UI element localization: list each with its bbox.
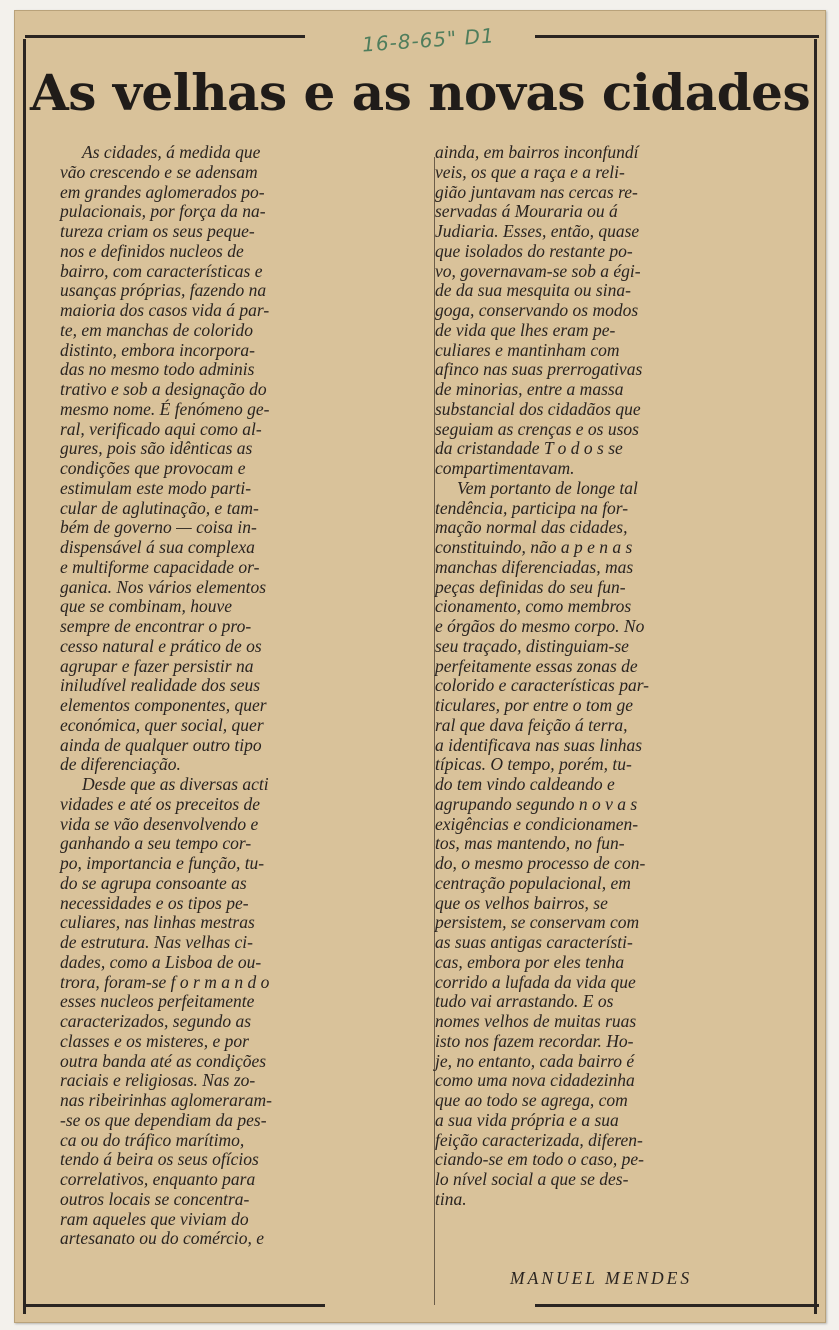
text-line: ganica. Nos vários elementos bbox=[60, 576, 267, 597]
left-border-rule bbox=[23, 39, 26, 1314]
text-line: necessidades e os tipos pe- bbox=[60, 892, 249, 913]
text-line: ram aqueles que viviam do bbox=[60, 1208, 249, 1229]
text-line: dades, como a Lisboa de ou- bbox=[60, 951, 262, 972]
text-line: lo nível social a que se des- bbox=[435, 1169, 629, 1189]
text-line: Judiaria. Esses, então, quase bbox=[435, 221, 640, 241]
text-line: a sua vida própria e a sua bbox=[435, 1109, 619, 1130]
top-rule-left bbox=[25, 35, 305, 38]
text-line: em grandes aglomerados po- bbox=[60, 181, 265, 202]
text-line: mação normal das cidades, bbox=[435, 517, 628, 538]
text-line: compartimentavam. bbox=[435, 458, 575, 478]
text-line: agrupar e fazer persistir na bbox=[60, 655, 254, 676]
text-line: Desde que as diversas acti bbox=[82, 774, 269, 794]
text-line: correlativos, enquanto para bbox=[60, 1169, 256, 1189]
text-line: tendo á beira os seus ofícios bbox=[60, 1149, 259, 1170]
text-line: de vida que lhes eram pe- bbox=[435, 319, 616, 340]
text-line: raciais e religiosas. Nas zo- bbox=[60, 1070, 256, 1091]
text-line: manchas diferenciadas, mas bbox=[435, 556, 634, 577]
text-line: culiares, nas linhas mestras bbox=[60, 912, 255, 933]
text-line: da cristandade T o d o s se bbox=[435, 438, 623, 459]
text-line: vão crescendo e se adensam bbox=[60, 161, 258, 182]
text-line: elementos componentes, quer bbox=[60, 695, 267, 715]
text-line: corrido a lufada da vida que bbox=[435, 971, 636, 992]
text-line: do se agrupa consoante as bbox=[60, 872, 247, 893]
handwritten-date-note: 16-8-65" D1 bbox=[361, 23, 496, 57]
text-line: veis, os que a raça e a reli- bbox=[435, 161, 625, 182]
text-line: seu traçado, distinguiam-se bbox=[435, 635, 629, 656]
text-line: gures, pois são idênticas as bbox=[60, 438, 253, 459]
text-line: gião juntavam nas cercas re- bbox=[435, 181, 638, 202]
text-line: e multiforme capacidade or- bbox=[60, 556, 260, 577]
text-line: servadas á Mouraria ou á bbox=[435, 201, 618, 222]
text-line: Vem portanto de longe tal bbox=[457, 477, 638, 498]
text-line: tos, mas mantendo, no fun- bbox=[435, 833, 625, 854]
text-line: a identificava nas suas linhas bbox=[435, 734, 643, 755]
text-line: ral que dava feição á terra, bbox=[435, 714, 628, 735]
text-line: tendência, participa na for- bbox=[435, 497, 629, 518]
text-line: po, importancia e função, tu- bbox=[60, 853, 265, 873]
text-line: maioria dos casos vida á par- bbox=[60, 300, 270, 320]
text-line: as suas antigas característi- bbox=[435, 932, 633, 952]
text-line: bairro, com características e bbox=[60, 260, 263, 281]
text-line: tudo vai arrastando. E os bbox=[435, 991, 614, 1012]
text-line: persistem, se conservam com bbox=[435, 912, 640, 933]
text-line: nomes velhos de muitas ruas bbox=[435, 1011, 637, 1031]
text-line: nas ribeirinhas aglomeraram- bbox=[60, 1090, 272, 1110]
top-rule-right bbox=[535, 35, 819, 38]
text-line: sempre de encontrar o pro- bbox=[60, 616, 252, 636]
text-line: iniludível realidade dos seus bbox=[60, 675, 261, 696]
text-line: te, em manchas de colorido bbox=[60, 319, 253, 340]
text-line: e órgãos do mesmo corpo. No bbox=[435, 616, 645, 636]
text-line: de diferenciação. bbox=[60, 754, 181, 775]
text-line: do, o mesmo processo de con- bbox=[435, 853, 646, 873]
text-line: artesanato ou do comércio, e bbox=[60, 1228, 264, 1249]
text-line: feição caracterizada, diferen- bbox=[435, 1129, 643, 1150]
text-line: vidades e até os preceitos de bbox=[60, 793, 261, 814]
text-line: económica, quer social, quer bbox=[60, 714, 264, 735]
right-column-text bbox=[435, 143, 777, 1210]
text-line: ticulares, por entre o tom ge bbox=[435, 695, 633, 715]
article-headline: As velhas e as novas cidades bbox=[30, 63, 811, 122]
text-line: que se combinam, houve bbox=[60, 596, 233, 617]
text-line: trora, foram-se f o r m a n d o bbox=[60, 971, 270, 992]
text-line: típicas. O tempo, porém, tu- bbox=[435, 754, 632, 775]
text-line: cesso natural e prático de os bbox=[60, 635, 262, 656]
text-line: As cidades, á medida que bbox=[82, 142, 261, 162]
text-line: substancial dos cidadãos que bbox=[435, 398, 641, 419]
text-line: perfeitamente essas zonas de bbox=[435, 655, 638, 676]
text-line: nos e definidos nucleos de bbox=[60, 240, 244, 261]
text-line: cular de aglutinação, e tam- bbox=[60, 497, 259, 518]
text-line: goga, conservando os modos bbox=[435, 300, 639, 320]
text-line: de da sua mesquita ou sina- bbox=[435, 280, 631, 301]
text-line: distinto, embora incorpora- bbox=[60, 339, 255, 360]
text-line: colorido e características par- bbox=[435, 675, 649, 696]
text-line: bém de governo — coisa in- bbox=[60, 517, 257, 538]
text-line: pulacionais, por força da na- bbox=[60, 201, 266, 222]
text-line: centração populacional, em bbox=[435, 872, 631, 893]
text-line: peças definidas do seu fun- bbox=[435, 576, 626, 597]
bottom-rule-left bbox=[25, 1304, 325, 1307]
text-line: esses nucleos perfeitamente bbox=[60, 991, 255, 1012]
left-column-text bbox=[60, 143, 404, 1249]
text-line: seguiam as crenças e os usos bbox=[435, 418, 639, 439]
text-line: classes e os misteres, e por bbox=[60, 1030, 249, 1051]
text-line: ainda de qualquer outro tipo bbox=[60, 734, 262, 755]
text-line: outra banda até as condições bbox=[60, 1050, 267, 1071]
text-line: como uma nova cidadezinha bbox=[435, 1070, 635, 1091]
author-byline: MANUEL MENDES bbox=[510, 1268, 693, 1288]
text-line: vo, governavam-se sob a égi- bbox=[435, 260, 641, 281]
text-line: tina. bbox=[435, 1188, 467, 1209]
text-line: je, no entanto, cada bairro é bbox=[435, 1050, 635, 1071]
text-line: -se os que dependiam da pes- bbox=[60, 1109, 267, 1130]
text-line: que os velhos bairros, se bbox=[435, 892, 608, 913]
text-line: ganhando a seu tempo cor- bbox=[60, 833, 252, 854]
text-line: mesmo nome. É fenómeno ge- bbox=[60, 398, 270, 419]
text-line: tureza criam os seus peque- bbox=[60, 221, 255, 241]
text-line: caracterizados, segundo as bbox=[60, 1011, 252, 1031]
text-line: culiares e mantinham com bbox=[435, 339, 620, 360]
text-line: que ao todo se agrega, com bbox=[435, 1090, 628, 1110]
text-line: exigências e condicionamen- bbox=[435, 813, 639, 834]
right-border-rule bbox=[814, 39, 817, 1314]
text-line: estimulam este modo parti- bbox=[60, 477, 252, 498]
text-line: de estrutura. Nas velhas ci- bbox=[60, 932, 253, 952]
text-line: afinco nas suas prerrogativas bbox=[435, 359, 643, 380]
text-line: usanças próprias, fazendo na bbox=[60, 280, 267, 301]
text-line: ral, verificado aqui como al- bbox=[60, 418, 262, 439]
text-line: outros locais se concentra- bbox=[60, 1188, 250, 1209]
text-line: das no mesmo todo adminis bbox=[60, 359, 255, 380]
text-line: vida se vão desenvolvendo e bbox=[60, 813, 259, 834]
text-line: que isolados do restante po- bbox=[435, 240, 633, 261]
text-line: trativo e sob a designação do bbox=[60, 379, 267, 399]
text-line: agrupando segundo n o v a s bbox=[435, 793, 638, 814]
text-line: ainda, em bairros inconfundí bbox=[435, 142, 639, 162]
text-line: do tem vindo caldeando e bbox=[435, 774, 615, 794]
text-line: condições que provocam e bbox=[60, 458, 246, 478]
text-line: constituindo, não a p e n a s bbox=[435, 537, 633, 557]
text-line: de minorias, entre a massa bbox=[435, 379, 624, 399]
text-line: ca ou do tráfico marítimo, bbox=[60, 1129, 245, 1150]
text-line: isto nos fazem recordar. Ho- bbox=[435, 1030, 634, 1051]
text-line: ciando-se em todo o caso, pe- bbox=[435, 1149, 644, 1170]
text-line: dispensável á sua complexa bbox=[60, 537, 255, 557]
text-line: cas, embora por eles tenha bbox=[435, 951, 625, 972]
bottom-rule-right bbox=[535, 1304, 819, 1307]
text-line: cionamento, como membros bbox=[435, 596, 632, 617]
